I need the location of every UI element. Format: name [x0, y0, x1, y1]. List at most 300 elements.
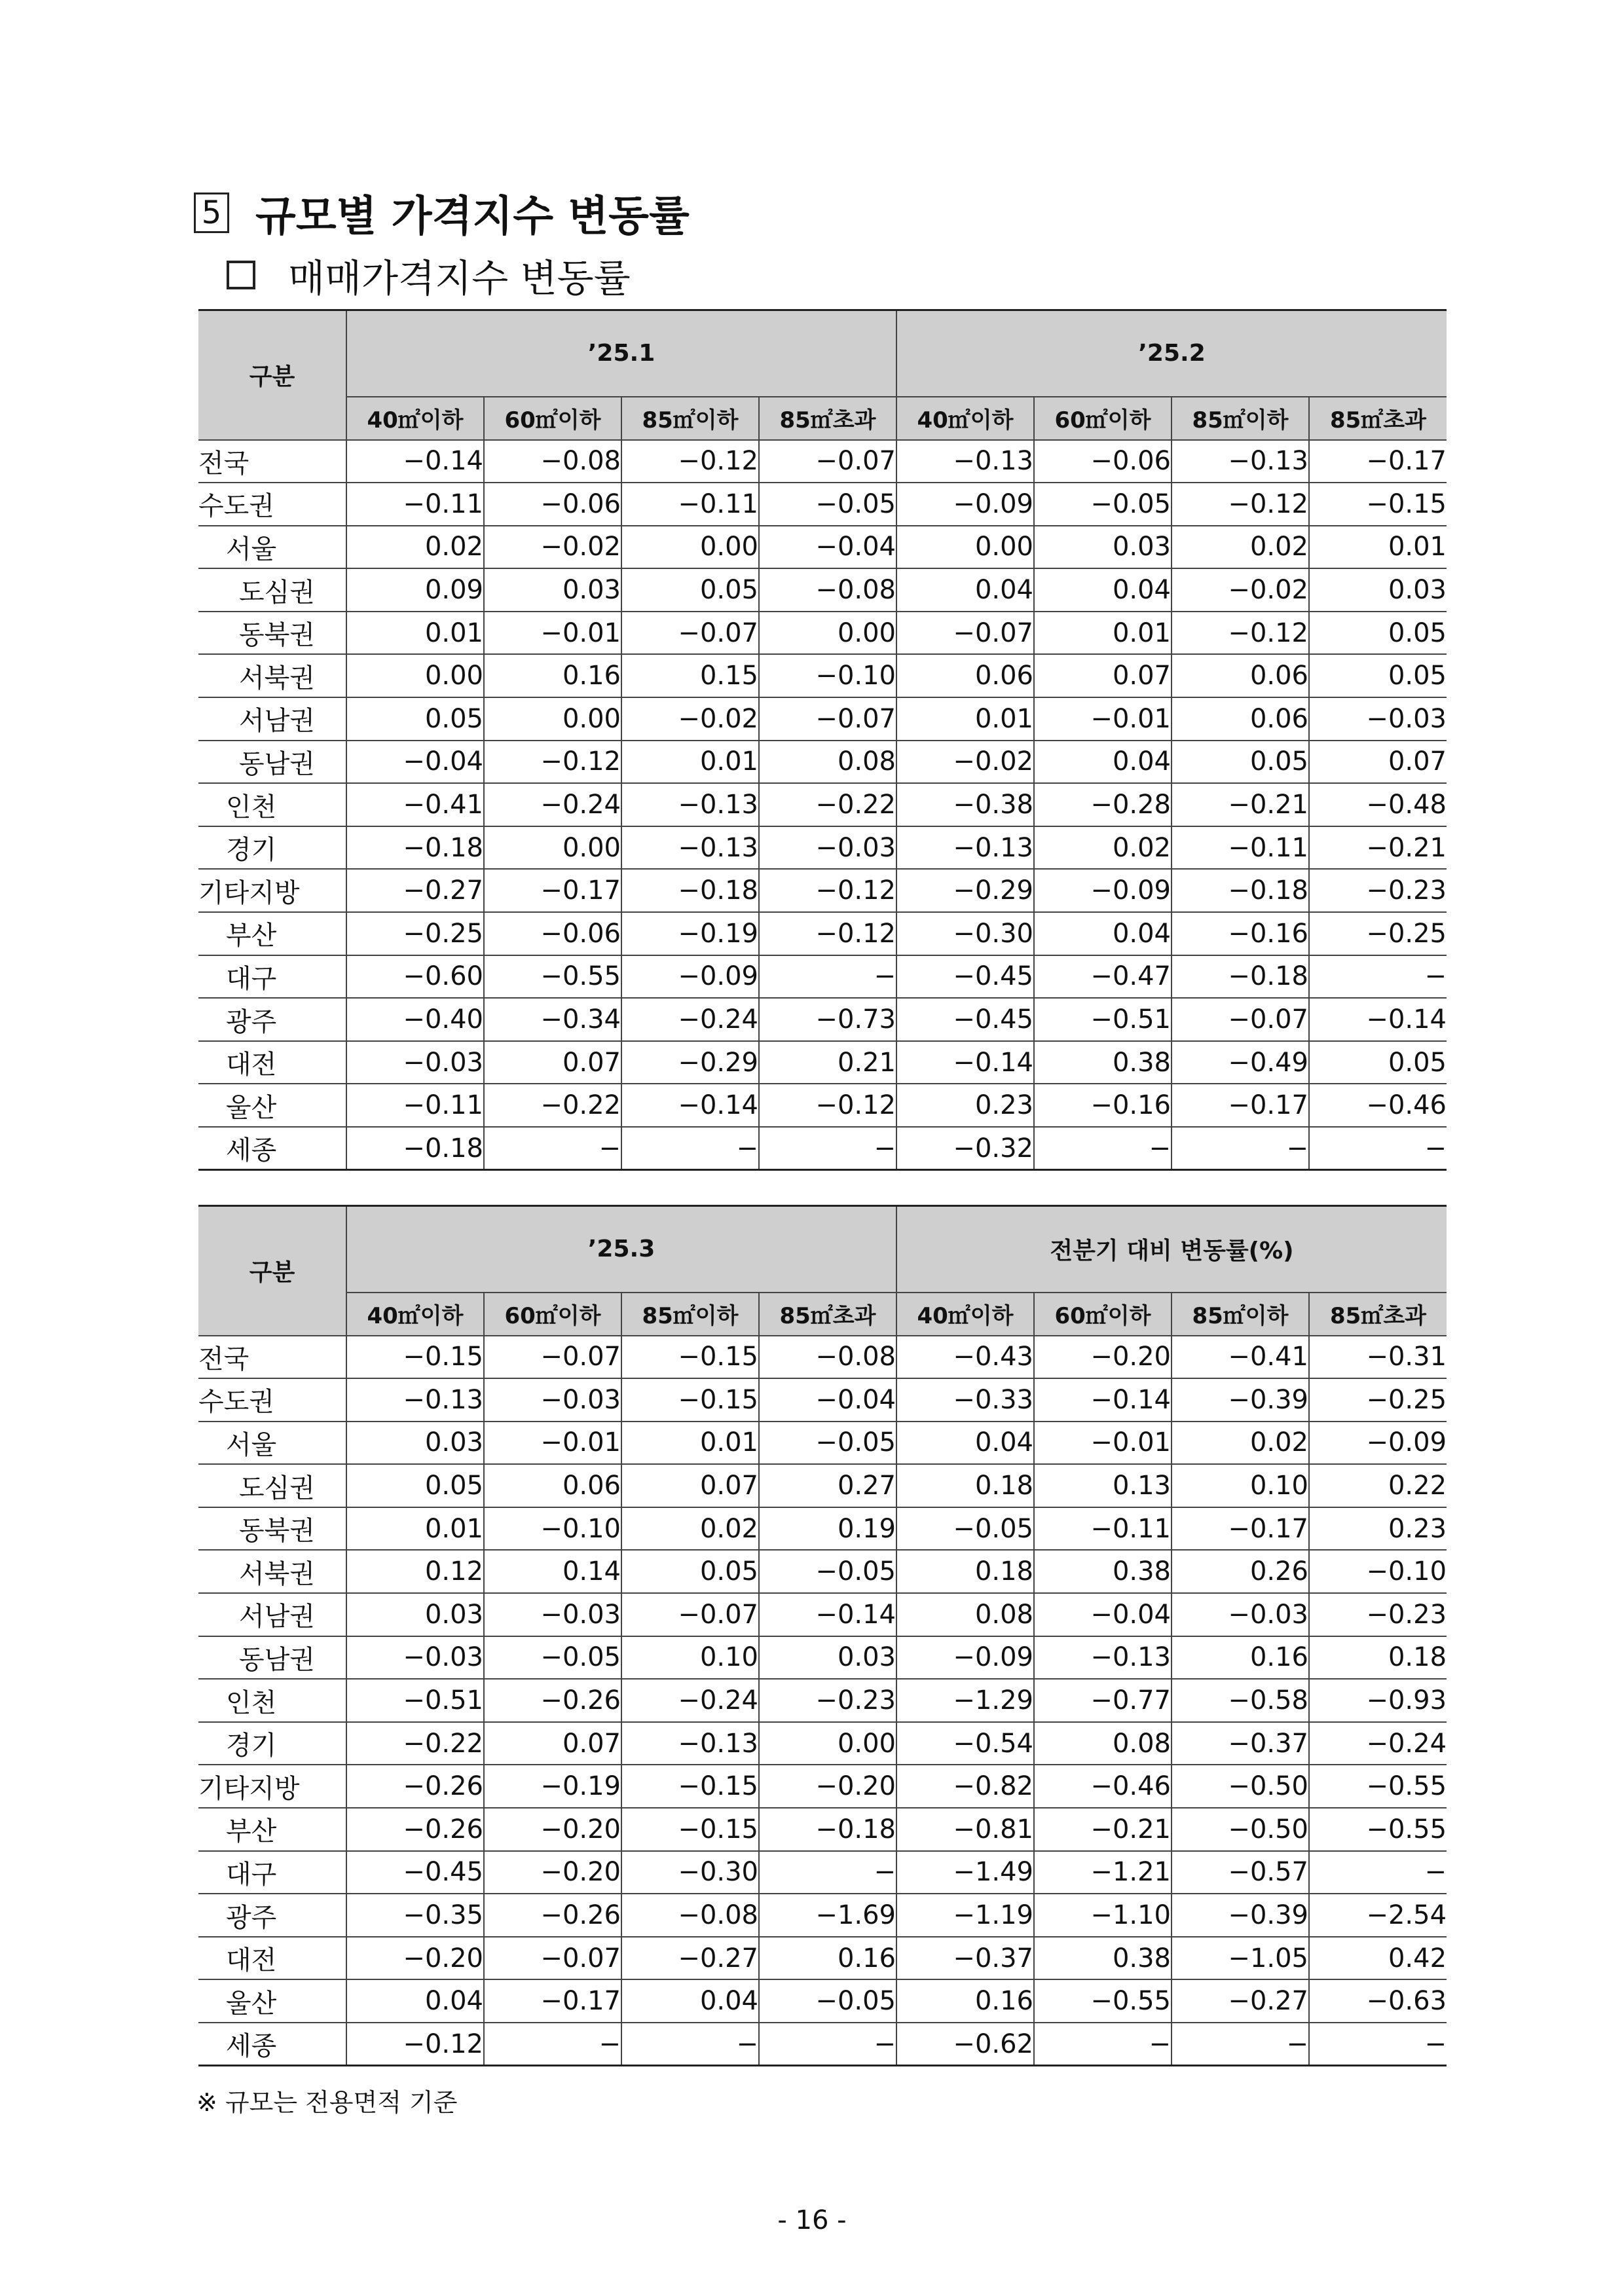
value-cell: 0.07 [484, 1722, 621, 1765]
size-header: 85㎡이하 [621, 397, 759, 440]
value-cell: −0.25 [1309, 912, 1447, 955]
value-cell: 0.22 [1309, 1464, 1447, 1507]
value-cell: −0.07 [484, 1937, 621, 1980]
value-cell: −0.45 [896, 955, 1034, 999]
value-cell: −0.02 [896, 741, 1034, 784]
value-cell: −0.13 [621, 1722, 759, 1765]
value-cell: 0.03 [759, 1636, 896, 1680]
table-row [198, 1808, 1447, 1851]
table-row [198, 1979, 1447, 2023]
value-cell: −0.73 [759, 998, 896, 1041]
value-cell: −0.05 [759, 1422, 896, 1465]
header-category: 구분 [198, 310, 346, 440]
value-cell: −0.12 [1172, 612, 1309, 655]
value-cell: −0.07 [759, 697, 896, 741]
value-cell: −0.15 [621, 1336, 759, 1379]
value-cell: −0.17 [1309, 440, 1447, 483]
value-cell: −0.03 [346, 1041, 484, 1084]
region-name: 서북권 [198, 1550, 346, 1593]
region-name: 경기 [198, 826, 346, 870]
value-cell: −0.18 [621, 869, 759, 912]
value-cell: −0.05 [1034, 483, 1172, 526]
value-cell: 0.06 [1172, 697, 1309, 741]
table-row [198, 1422, 1447, 1465]
value-cell: −0.37 [1172, 1722, 1309, 1765]
value-cell: −0.43 [896, 1336, 1034, 1379]
region-name: 부산 [198, 1808, 346, 1851]
value-cell: −0.03 [484, 1593, 621, 1636]
region-name: 동북권 [198, 1507, 346, 1551]
value-cell: −2.54 [1309, 1894, 1447, 1937]
value-cell: −0.81 [896, 1808, 1034, 1851]
region-name: 인천 [198, 1679, 346, 1722]
value-cell: 0.14 [484, 1550, 621, 1593]
size-header: 85㎡이하 [621, 1293, 759, 1336]
value-cell: −0.26 [484, 1894, 621, 1937]
value-cell: −0.40 [346, 998, 484, 1041]
value-cell: −0.01 [484, 612, 621, 655]
value-cell: −0.47 [1034, 955, 1172, 999]
value-cell: −0.11 [1172, 826, 1309, 870]
region-name: 동남권 [198, 741, 346, 784]
value-cell: 0.03 [346, 1593, 484, 1636]
value-cell: 0.01 [346, 1507, 484, 1551]
region-name: 대구 [198, 1851, 346, 1894]
value-cell: 0.16 [1172, 1636, 1309, 1680]
value-cell: −0.15 [1309, 483, 1447, 526]
table-row [198, 826, 1447, 870]
value-cell: −0.19 [484, 1765, 621, 1808]
value-cell: −0.12 [484, 741, 621, 784]
value-cell: −0.25 [1309, 1378, 1447, 1422]
value-cell: −0.50 [1172, 1765, 1309, 1808]
value-cell: −0.18 [346, 1127, 484, 1170]
value-cell: 0.23 [1309, 1507, 1447, 1551]
header-period-2: ’25.2 [896, 310, 1447, 397]
table-row [198, 783, 1447, 826]
value-cell: − [759, 2023, 896, 2066]
value-cell: −0.62 [896, 2023, 1034, 2066]
value-cell: 0.04 [1034, 912, 1172, 955]
section-title [194, 183, 690, 242]
table-row [198, 998, 1447, 1041]
size-header: 40㎡이하 [346, 397, 484, 440]
region-name: 서남권 [198, 697, 346, 741]
value-cell: −0.27 [1172, 1979, 1309, 2023]
table-row [198, 2023, 1447, 2066]
table-row [198, 1765, 1447, 1808]
value-cell: −0.20 [484, 1808, 621, 1851]
value-cell: −0.14 [1309, 998, 1447, 1041]
size-header: 40㎡이하 [346, 1293, 484, 1336]
value-cell: −0.15 [621, 1808, 759, 1851]
value-cell: −0.41 [346, 783, 484, 826]
region-name: 대구 [198, 955, 346, 999]
value-cell: 0.16 [896, 1979, 1034, 2023]
value-cell: 0.16 [484, 654, 621, 697]
value-cell: 0.10 [621, 1636, 759, 1680]
price-index-table-2 [198, 1205, 1447, 2066]
value-cell: −0.15 [621, 1378, 759, 1422]
value-cell: − [1034, 2023, 1172, 2066]
value-cell: 0.00 [759, 612, 896, 655]
value-cell: 0.38 [1034, 1937, 1172, 1980]
value-cell: −0.15 [621, 1765, 759, 1808]
value-cell: 0.05 [1309, 654, 1447, 697]
value-cell: −0.26 [346, 1808, 484, 1851]
size-header: 85㎡초과 [759, 1293, 896, 1336]
value-cell: 0.16 [759, 1937, 896, 1980]
table-row [198, 654, 1447, 697]
region-name: 기타지방 [198, 869, 346, 912]
size-header: 60㎡이하 [484, 397, 621, 440]
region-name: 동북권 [198, 612, 346, 655]
value-cell: − [759, 955, 896, 999]
value-cell: −1.29 [896, 1679, 1034, 1722]
region-name: 광주 [198, 1894, 346, 1937]
value-cell: −0.10 [484, 1507, 621, 1551]
value-cell: 0.05 [1309, 612, 1447, 655]
value-cell: 0.13 [1034, 1464, 1172, 1507]
value-cell: −0.14 [1034, 1378, 1172, 1422]
value-cell: −0.30 [896, 912, 1034, 955]
value-cell: −0.16 [1034, 1084, 1172, 1127]
value-cell: 0.02 [346, 526, 484, 569]
value-cell: −0.18 [759, 1808, 896, 1851]
value-cell: −0.60 [346, 955, 484, 999]
table-row [198, 741, 1447, 784]
value-cell: −0.06 [484, 483, 621, 526]
value-cell: 0.06 [1172, 654, 1309, 697]
value-cell: 0.05 [621, 568, 759, 612]
value-cell: − [1309, 2023, 1447, 2066]
value-cell: −0.26 [484, 1679, 621, 1722]
value-cell: −0.51 [1034, 998, 1172, 1041]
table-row [198, 912, 1447, 955]
region-name: 전국 [198, 440, 346, 483]
value-cell: −0.20 [484, 1851, 621, 1894]
value-cell: −0.10 [1309, 1550, 1447, 1593]
value-cell: 0.12 [346, 1550, 484, 1593]
value-cell: −0.20 [1034, 1336, 1172, 1379]
value-cell: −0.32 [896, 1127, 1034, 1170]
value-cell: 0.04 [1034, 741, 1172, 784]
value-cell: −0.05 [484, 1636, 621, 1680]
value-cell: −0.51 [346, 1679, 484, 1722]
size-header: 60㎡이하 [484, 1293, 621, 1336]
region-name: 광주 [198, 998, 346, 1041]
table-row [198, 1636, 1447, 1680]
value-cell: −0.09 [1309, 1422, 1447, 1465]
value-cell: −0.24 [484, 783, 621, 826]
value-cell: −0.18 [1172, 955, 1309, 999]
value-cell: 0.00 [621, 526, 759, 569]
value-cell: −0.20 [759, 1765, 896, 1808]
value-cell: −0.39 [1172, 1894, 1309, 1937]
table-row [198, 697, 1447, 741]
value-cell: −0.17 [1172, 1507, 1309, 1551]
value-cell: 0.15 [621, 654, 759, 697]
value-cell: −1.05 [1172, 1937, 1309, 1980]
value-cell: −0.22 [759, 783, 896, 826]
value-cell: −0.55 [1034, 1979, 1172, 2023]
value-cell: −0.12 [759, 912, 896, 955]
value-cell: 0.18 [896, 1464, 1034, 1507]
value-cell: 0.18 [896, 1550, 1034, 1593]
table-row [198, 1722, 1447, 1765]
value-cell: −0.11 [346, 1084, 484, 1127]
value-cell: 0.02 [621, 1507, 759, 1551]
value-cell: −0.55 [1309, 1808, 1447, 1851]
table-row [198, 1464, 1447, 1507]
value-cell: − [1309, 955, 1447, 999]
value-cell: −0.07 [896, 612, 1034, 655]
size-header: 85㎡이하 [1172, 1293, 1309, 1336]
value-cell: −0.49 [1172, 1041, 1309, 1084]
value-cell: −0.28 [1034, 783, 1172, 826]
value-cell: −0.11 [621, 483, 759, 526]
value-cell: −0.04 [759, 526, 896, 569]
value-cell: −0.14 [621, 1084, 759, 1127]
value-cell: −0.07 [1172, 998, 1309, 1041]
value-cell: −0.08 [484, 440, 621, 483]
value-cell: − [484, 1127, 621, 1170]
value-cell: 0.05 [346, 697, 484, 741]
value-cell: −0.02 [484, 526, 621, 569]
value-cell: − [1309, 1851, 1447, 1894]
value-cell: −0.27 [346, 869, 484, 912]
value-cell: −0.38 [896, 783, 1034, 826]
value-cell: 0.19 [759, 1507, 896, 1551]
value-cell: 0.23 [896, 1084, 1034, 1127]
value-cell: −0.77 [1034, 1679, 1172, 1722]
region-name: 전국 [198, 1336, 346, 1379]
value-cell: −0.48 [1309, 783, 1447, 826]
size-header: 60㎡이하 [1034, 397, 1172, 440]
region-name: 울산 [198, 1084, 346, 1127]
value-cell: −0.02 [1172, 568, 1309, 612]
value-cell: −0.25 [346, 912, 484, 955]
value-cell: −0.09 [896, 483, 1034, 526]
value-cell: −0.41 [1172, 1336, 1309, 1379]
header-category: 구분 [198, 1206, 346, 1336]
value-cell: − [621, 1127, 759, 1170]
value-cell: −0.29 [896, 869, 1034, 912]
value-cell: −0.08 [759, 1336, 896, 1379]
region-name: 서울 [198, 1422, 346, 1465]
value-cell: −0.04 [1034, 1593, 1172, 1636]
value-cell: −0.14 [759, 1593, 896, 1636]
region-name: 도심권 [198, 568, 346, 612]
value-cell: − [1034, 1127, 1172, 1170]
value-cell: −0.07 [484, 1336, 621, 1379]
value-cell: 0.07 [1034, 654, 1172, 697]
size-header: 85㎡이하 [1172, 397, 1309, 440]
price-index-table-1 [198, 309, 1447, 1171]
value-cell: −0.13 [346, 1378, 484, 1422]
value-cell: −0.12 [759, 869, 896, 912]
region-name: 서울 [198, 526, 346, 569]
header-period-1: ’25.1 [346, 310, 896, 397]
value-cell: 0.01 [346, 612, 484, 655]
value-cell: −0.06 [1034, 440, 1172, 483]
table-row [198, 1127, 1447, 1170]
value-cell: 0.42 [1309, 1937, 1447, 1980]
value-cell: −0.14 [346, 440, 484, 483]
table-row [198, 1679, 1447, 1722]
subsection-title-text: 매매가격지수 변동률 [288, 256, 631, 301]
size-header: 40㎡이하 [896, 1293, 1034, 1336]
value-cell: −0.17 [1172, 1084, 1309, 1127]
value-cell: −0.21 [1309, 826, 1447, 870]
region-name: 세종 [198, 1127, 346, 1170]
value-cell: 0.02 [1172, 526, 1309, 569]
value-cell: −0.35 [346, 1894, 484, 1937]
region-name: 대전 [198, 1937, 346, 1980]
value-cell: −0.24 [621, 998, 759, 1041]
value-cell: −0.11 [346, 483, 484, 526]
value-cell: 0.00 [346, 654, 484, 697]
value-cell: 0.05 [1172, 741, 1309, 784]
region-name: 울산 [198, 1979, 346, 2023]
value-cell: −0.17 [484, 869, 621, 912]
value-cell: − [1172, 1127, 1309, 1170]
value-cell: − [1172, 2023, 1309, 2066]
value-cell: 0.06 [896, 654, 1034, 697]
value-cell: −0.04 [759, 1378, 896, 1422]
value-cell: −1.49 [896, 1851, 1034, 1894]
value-cell: −1.69 [759, 1894, 896, 1937]
value-cell: −0.07 [759, 440, 896, 483]
table-row [198, 526, 1447, 569]
value-cell: −0.63 [1309, 1979, 1447, 2023]
value-cell: 0.02 [1034, 826, 1172, 870]
value-cell: 0.04 [1034, 568, 1172, 612]
value-cell: 0.04 [896, 1422, 1034, 1465]
value-cell: −0.23 [1309, 1593, 1447, 1636]
size-header: 60㎡이하 [1034, 1293, 1172, 1336]
value-cell: −0.18 [346, 826, 484, 870]
table-row [198, 1550, 1447, 1593]
value-cell: −0.07 [621, 612, 759, 655]
table-row [198, 1507, 1447, 1551]
table-row [198, 1894, 1447, 1937]
value-cell: −0.08 [759, 568, 896, 612]
region-name: 수도권 [198, 483, 346, 526]
value-cell: −0.12 [759, 1084, 896, 1127]
value-cell: 0.01 [1034, 612, 1172, 655]
value-cell: −0.29 [621, 1041, 759, 1084]
value-cell: 0.27 [759, 1464, 896, 1507]
table-row [198, 1937, 1447, 1980]
value-cell: −0.13 [1034, 1636, 1172, 1680]
value-cell: −0.24 [1309, 1722, 1447, 1765]
size-header: 85㎡초과 [759, 397, 896, 440]
value-cell: −0.09 [896, 1636, 1034, 1680]
value-cell: −1.21 [1034, 1851, 1172, 1894]
value-cell: −0.11 [1034, 1507, 1172, 1551]
value-cell: −0.46 [1034, 1765, 1172, 1808]
value-cell: −0.03 [484, 1378, 621, 1422]
value-cell: −0.55 [484, 955, 621, 999]
header-period-2: 전분기 대비 변동률(%) [896, 1206, 1447, 1293]
value-cell: 0.26 [1172, 1550, 1309, 1593]
value-cell: 0.00 [484, 697, 621, 741]
value-cell: −0.01 [1034, 1422, 1172, 1465]
value-cell: 0.04 [621, 1979, 759, 2023]
table-row [198, 1084, 1447, 1127]
value-cell: −0.24 [621, 1679, 759, 1722]
value-cell: 0.05 [1309, 1041, 1447, 1084]
size-header: 85㎡초과 [1309, 397, 1447, 440]
value-cell: −0.19 [621, 912, 759, 955]
value-cell: −0.15 [346, 1336, 484, 1379]
value-cell: 0.04 [896, 568, 1034, 612]
value-cell: −0.02 [621, 697, 759, 741]
region-name: 부산 [198, 912, 346, 955]
value-cell: −0.14 [896, 1041, 1034, 1084]
value-cell: −0.45 [346, 1851, 484, 1894]
value-cell: 0.05 [346, 1464, 484, 1507]
value-cell: 0.00 [759, 1722, 896, 1765]
checkbox-square-icon [227, 261, 255, 289]
value-cell: 0.00 [896, 526, 1034, 569]
value-cell: 0.09 [346, 568, 484, 612]
value-cell: 0.08 [1034, 1722, 1172, 1765]
value-cell: −1.19 [896, 1894, 1034, 1937]
value-cell: −0.03 [1172, 1593, 1309, 1636]
table-row [198, 612, 1447, 655]
value-cell: −0.39 [1172, 1378, 1309, 1422]
size-header: 85㎡초과 [1309, 1293, 1447, 1336]
value-cell: − [1309, 1127, 1447, 1170]
value-cell: 0.01 [621, 1422, 759, 1465]
value-cell: −0.21 [1034, 1808, 1172, 1851]
table-row [198, 1851, 1447, 1894]
value-cell: 0.03 [484, 568, 621, 612]
value-cell: −0.03 [759, 826, 896, 870]
value-cell: −0.23 [759, 1679, 896, 1722]
value-cell: −0.57 [1172, 1851, 1309, 1894]
value-cell: 0.04 [346, 1979, 484, 2023]
value-cell: −0.21 [1172, 783, 1309, 826]
value-cell: −0.34 [484, 998, 621, 1041]
value-cell: −0.13 [621, 783, 759, 826]
value-cell: −0.13 [621, 826, 759, 870]
region-name: 인천 [198, 783, 346, 826]
value-cell: −0.50 [1172, 1808, 1309, 1851]
table-row [198, 483, 1447, 526]
table-row [198, 955, 1447, 999]
value-cell: 0.07 [484, 1041, 621, 1084]
value-cell: 0.01 [621, 741, 759, 784]
value-cell: −0.20 [346, 1937, 484, 1980]
value-cell: −0.37 [896, 1937, 1034, 1980]
value-cell: −0.18 [1172, 869, 1309, 912]
footnote: ※ 규모는 전용면적 기준 [196, 2088, 458, 2117]
value-cell: 0.18 [1309, 1636, 1447, 1680]
value-cell: −1.10 [1034, 1894, 1172, 1937]
value-cell: −0.05 [759, 1550, 896, 1593]
page-number: - 16 - [777, 2205, 847, 2235]
value-cell: −0.09 [621, 955, 759, 999]
value-cell: −0.13 [896, 826, 1034, 870]
section-title-text: 규모별 가격지수 변동률 [255, 193, 690, 241]
value-cell: −0.22 [346, 1722, 484, 1765]
table-row [198, 1041, 1447, 1084]
value-cell: 0.03 [1309, 568, 1447, 612]
table-row [198, 440, 1447, 483]
